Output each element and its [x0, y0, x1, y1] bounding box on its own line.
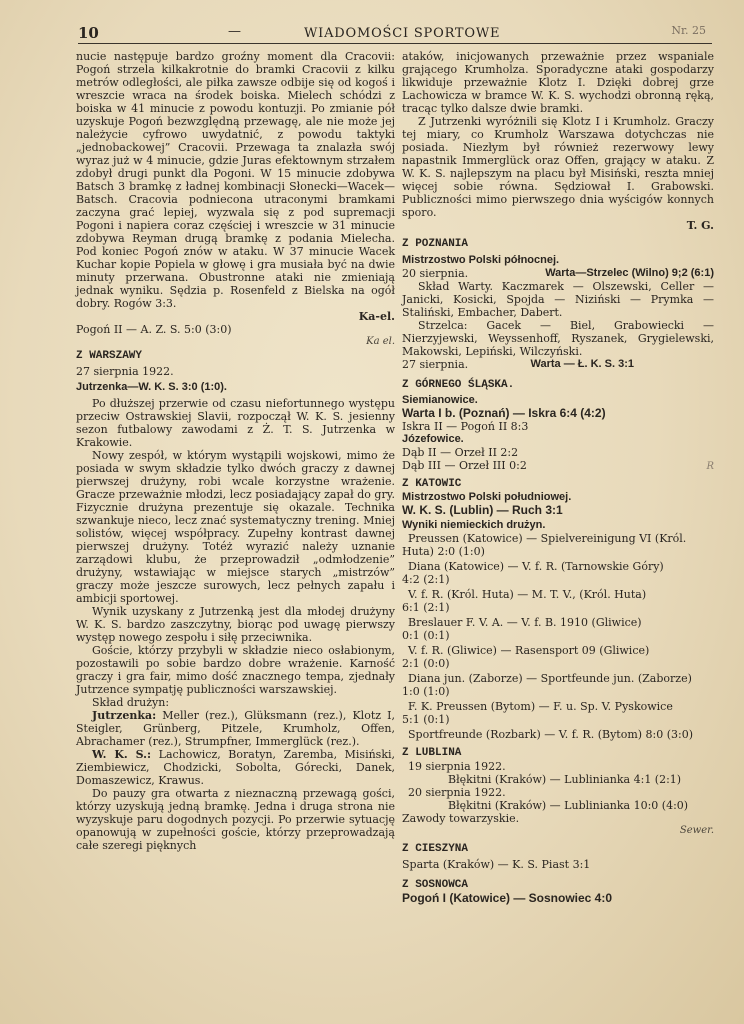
margin-mark: R [706, 461, 714, 472]
section-heading-warszawy: Z WARSZAWY [76, 350, 143, 362]
championship-heading: Mistrzostwo Polski północnej. [402, 254, 560, 266]
german-match: F. K. Preussen (Bytom) — F. u. Sp. V. Pyskowice [408, 700, 673, 713]
paragraph: Goście, którzy przybyli w składzie nieco osłabionym, pozostawili po sobie bardzo dobre wrażenie. Karność graczy i gra fair, mimo dość znacznego tempa, zjednały Jutrzence sympatję publiczności warszawskiej. [76, 644, 395, 696]
section-heading-slaska: Z GÓRNEGO ŚLĄSKA. [402, 379, 515, 391]
match-result: Dąb III — Orzeł III 0:2 [402, 459, 527, 472]
lineup: Skład Warty. Kaczmarek — Olszewski, Celler — Janicki, Kosicki, Spojda — Niziński — Prymka — Staliński, Embacher, Dabert. [402, 280, 714, 319]
german-match: Breslauer F. V. A. — V. f. B. 1910 (Gliwice) [408, 616, 642, 629]
match-result: Warta — Ł. K. S. 3:1 [530, 358, 634, 370]
team-label: W. K. S.: [92, 748, 152, 761]
author-signature: T. G. [686, 219, 714, 232]
match-row [402, 267, 714, 280]
match-result: Warta—Strzelec (Wilno) 9;2 (6:1) [545, 267, 714, 279]
page-number: 10 [78, 24, 99, 42]
town-label: Siemianowice. [402, 394, 478, 406]
lineup-wks [76, 748, 395, 787]
match-date: 20 sierpnia. [402, 267, 469, 280]
german-results-label: Wyniki niemieckich drużyn. [402, 519, 546, 531]
german-match: V. f. R. (Gliwice) — Rasensport 09 (Gliwice) [408, 644, 650, 657]
author-signature-2: Ka el. [366, 336, 395, 347]
match-result: Sparta (Kraków) — K. S. Piast 3:1 [402, 858, 591, 871]
paragraph: Nowy zespół, w którym wystąpili wojskowi, mimo że posiada w swym składzie tylko dwóch graczy z dawnej pierwszej drużyny, robi wcale korzystne wrażenie. Gracze przeważnie młodzi, lecz posiadający zapał do gry. Fizycznie drużyna prezentuje się okazale. Technika szwankuje nieco, lecz znać systematyczny trening. Mniej solistów, więcej współpracy. Zupełny kontrast dawnej pierwszej drużyny. Totéż wyrazić należy uznanie zarządowi klubu, że przeprowadził „odmłodzenie” drużyny, wstawiając w miejsce starych „mistrzów” graczy może jeszcze surowych, lecz pełnych zapału i ambicji sportowej. [76, 449, 395, 605]
german-score: 5:1 (0:1) [402, 713, 450, 726]
match-date: 20 sierpnia 1922. [408, 786, 506, 799]
issue-number: Nr. 25 [671, 24, 706, 37]
german-match: Diana (Katowice) — V. f. R. (Tarnowskie Góry) [408, 560, 664, 573]
match-result: Błękitni (Kraków) — Lublinianka 4:1 (2:1) [448, 773, 682, 786]
section-heading-cieszyna: Z CIESZYNA [402, 843, 469, 855]
german-score: 4:2 (2:1) [402, 573, 450, 586]
player-list: Lachowicz, Boratyn, Zaremba, Misiński, Ziembiewicz, Chodzicki, Sobolta, Górecki, Danek, Domaszewicz, Krawus. [76, 748, 395, 787]
left-column [76, 50, 395, 852]
german-match: Diana jun. (Zaborze) — Sportfeunde jun. (Zaborze) [408, 672, 692, 685]
german-score: 2:1 (0:0) [402, 657, 450, 670]
section-heading-sosnowca: Z SOSNOWCA [402, 879, 469, 891]
german-score: 1:0 (1:0) [402, 685, 450, 698]
german-match: Sportfreunde (Rozbark) — V. f. R. (Bytom) 8:0 (3:0) [408, 728, 694, 741]
paragraph: Po dłuższej przerwie od czasu niefortunnego występu przeciw Ostrawskiej Slavii, rozpoczął W. K. S. jesienny sezon futbalowy zawodami z Ż. T. S. Jutrzenka w Krakowie. [76, 397, 395, 449]
section-heading-poznania: Z POZNANIA [402, 238, 469, 250]
newspaper-title: WIADOMOŚCI SPORTOWE [304, 26, 501, 41]
match-result: Dąb II — Orzeł II 2:2 [402, 446, 519, 459]
german-match: V. f. R. (Król. Huta) — M. T. V., (Król. Huta) [408, 588, 647, 601]
section-heading-katowic: Z KATOWIC [402, 478, 462, 490]
match-note: Zawody towarzyskie. [402, 812, 520, 825]
match-heading: Jutrzenka—W. K. S. 3:0 (1:0). [76, 381, 227, 393]
match-result: W. K. S. (Lublin) — Ruch 3:1 [402, 503, 563, 517]
match-date: 27 sierpnia. [402, 358, 469, 371]
match-date: 19 sierpnia 1922. [408, 760, 506, 773]
paragraph: Do pauzy gra otwarta z nieznaczną przewagą gości, którzy uzyskują jedną bramkę. Jedna i druga strona nie wyzyskuje paru dogodnych pozycji. Po przerwie sytuację opanowują w zupełności goście, którzy przeprowadzają całe szeregi pięknych [76, 787, 395, 852]
header-dash: — [228, 24, 241, 39]
pogon-result: Pogoń II — A. Z. S. 5:0 (3:0) [76, 323, 232, 336]
german-score: Huta) 2:0 (1:0) [402, 545, 485, 558]
author-signature: Sewer. [679, 825, 714, 836]
page-header [78, 24, 712, 42]
town-label: Józefowice. [402, 433, 464, 445]
lineup-jutrzenka [76, 709, 395, 748]
german-match: Preussen (Katowice) — Spielvereinigung VI (Król. [408, 532, 687, 545]
right-column [402, 50, 714, 905]
paragraph: Z Jutrzenki wyróżnili się Klotz I i Krumholz. Graczy tej miary, co Krumholz Warszawa dotychczas nie posiada. Niezłym był również rezerwowy lewy napastnik Immerglück oraz Offen, grający w ataku. Z W. K. S. najlepszym na placu był Misiński, reszta mniej więcej sobie równa. Sędziował I. Grabowski. Publiczności mimo pierwszego dnia wyścigów konnych sporo. [402, 115, 714, 219]
championship-heading: Mistrzostwo Polski południowej. [402, 491, 572, 503]
match-row [402, 358, 714, 371]
match-result: Pogoń I (Katowice) — Sosnowiec 4:0 [402, 891, 613, 905]
german-score: 6:1 (2:1) [402, 601, 450, 614]
player-list: Meller (rez.), Glüksmann (rez.), Klotz I, Steigler, Grünberg, Pitzele, Krumholz, Offen, Abrachamer (rez.), Strumpfner, Immerglück (rez.). [76, 709, 395, 748]
team-label: Jutrzenka: [92, 709, 157, 722]
paragraph: ataków, inicjowanych przeważnie przez wspaniale grającego Krumholza. Sporadyczne ataki gospodarzy likwiduje przeważnie Klotz I. Dzięki dobrej grze Lachowicza w bramce W. K. S. wychodzi obronną ręką, tracąc tylko dalsze dwie bramki. [402, 50, 714, 115]
section-heading-lublina: Z LUBLINA [402, 747, 462, 759]
section-date: 27 sierpnia 1922. [76, 365, 174, 378]
header-rule [78, 43, 712, 44]
match-result: Iskra II — Pogoń II 8:3 [402, 420, 529, 433]
lineup: Strzelca: Gacek — Biel, Grabowiecki — Nierzyjewski, Weyssenhoff, Ryszanek, Grygielewski, Makowski, Lepiński, Wilczyński. [402, 319, 714, 358]
paragraph: Wynik uzyskany z Jutrzenką jest dla młodej drużyny W. K. S. bardzo zaszczytny, biorąc pod uwagę pierwszy występ nowego zespołu i siłę przeciwnika. [76, 605, 395, 644]
author-signature: Ka-el. [358, 310, 395, 323]
lineups-label: Skład drużyn: [92, 696, 170, 709]
match-result: Warta I b. (Poznań) — Iskra 6:4 (4:2) [402, 406, 606, 420]
cracovia-report: nucie następuje bardzo groźny moment dla Cracovii: Pogoń strzela kilkakrotnie do bramki Cracovii z kilku metrów odległości, ale piłka zawsze odbije się od kogoś i wreszcie wraca na środek boiska. Mielech schódzi z boiska w 41 minucie z powodu kontuzji. Po zmianie pół uzyskuje Pogoń bezwzględną przewagę, ale nie może jej należycie cyfrowo uwydatnić, z powodu taktyki „jednobackowej” Cracovii. Przewaga ta znalazła swój wyraz już w 4 minucie, gdzie Juras efektownym strzałem zdobył drugi punkt dla Pogoni. W 15 minucie zdobywa Batsch 3 bramkę z ładnej kombinacji Słonecki—Wacek—Batsch. Cracovia podniecona utraconymi bramkami zaczyna grać lepiej, wyzwala się z pod supremacji Pogoni i napiera coraz częściej i wreszcie w 31 minucie zdobywa Reyman drugą bramkę z podania Mielecha. Pod koniec Pogoń znów w ataku. W 37 minucie Wacek Kuchar kopie Popiela w głowę i gra musiała być na dwie minuty przerwana. Obustronne ataki nie zmieniają jednak wyniku. Sędzia p. Rosenfeld z Bielska na ogół dobry. Rogów 3:3. [76, 50, 395, 310]
match-result: Błękitni (Kraków) — Lublinianka 10:0 (4:0) [448, 799, 689, 812]
german-score: 0:1 (0:1) [402, 629, 450, 642]
